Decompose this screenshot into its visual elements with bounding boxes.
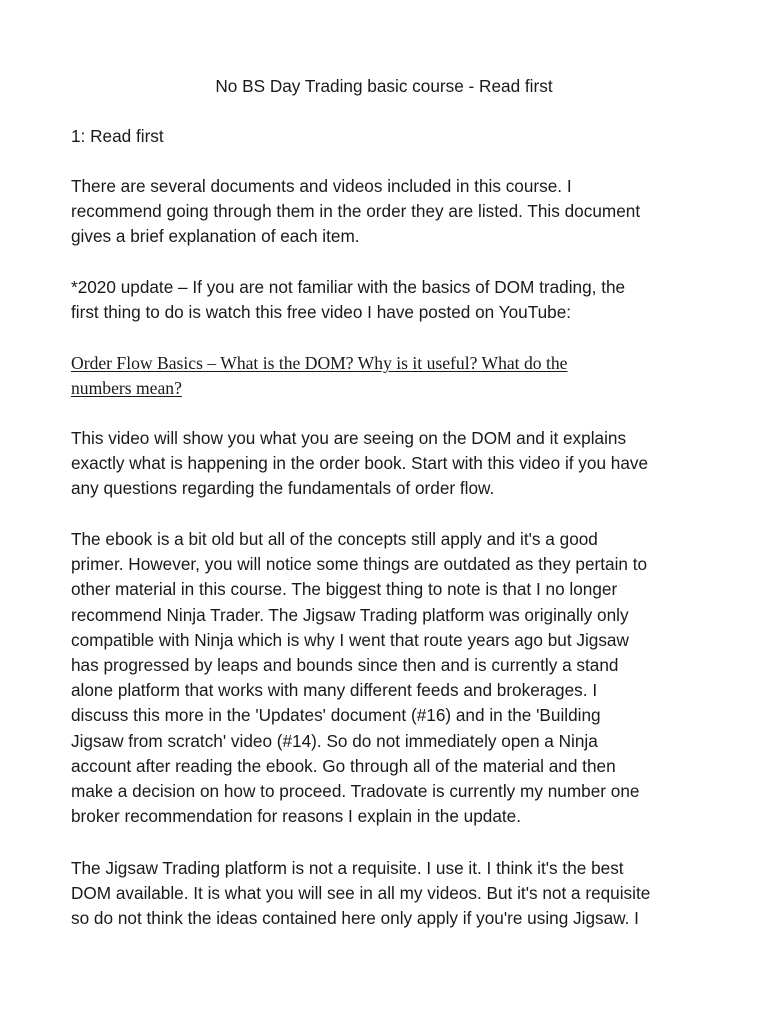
order-flow-video-link[interactable]: Order Flow Basics – What is the DOM? Why is it useful? What do the numbers mean? bbox=[71, 353, 568, 398]
ebook-paragraph: The ebook is a bit old but all of the concepts still apply and it's a good primer. However, you will notice some things are outdated as they pertain to other material in this course. The biggest thing to note is that I no longer recommend Ninja Trader. The Jigsaw Trading platform was originally only compatible with Ninja which is why I went that route years ago but Jigsaw has progressed by leaps and bounds since then and is currently a stand alone platform that works with many different feeds and brokerages. I discuss this more in the 'Updates' document (#16) and in the 'Building Jigsaw from scratch' video (#14). So do not immediately open a Ninja account after reading the ebook. Go through all of the material and then make a decision on how to proceed. Tradovate is currently my number one broker recommendation for reasons I explain in the update. bbox=[71, 529, 648, 827]
intro-paragraph: There are several documents and videos included in this course. I recommend going through them in the order they are listed. This document gives a brief explanation of each item. bbox=[71, 176, 641, 247]
document-title: No BS Day Trading basic course - Read first bbox=[215, 76, 553, 96]
update-paragraph: *2020 update – If you are not familiar with the basics of DOM trading, the first thing to do is watch this free video I have posted on YouTube: bbox=[71, 277, 626, 323]
video-description-paragraph: This video will show you what you are seeing on the DOM and it explains exactly what is happening in the order book. Start with this video if you have any questions regarding the fundamentals of order flow. bbox=[71, 428, 649, 499]
section-heading: 1: Read first bbox=[71, 126, 164, 146]
jigsaw-paragraph: The Jigsaw Trading platform is not a requisite. I use it. I think it's the best DOM available. It is what you will see in all my videos. But it's not a requisite so do not think the ideas contained here only apply if you're using Jigsaw. I bbox=[71, 858, 651, 929]
